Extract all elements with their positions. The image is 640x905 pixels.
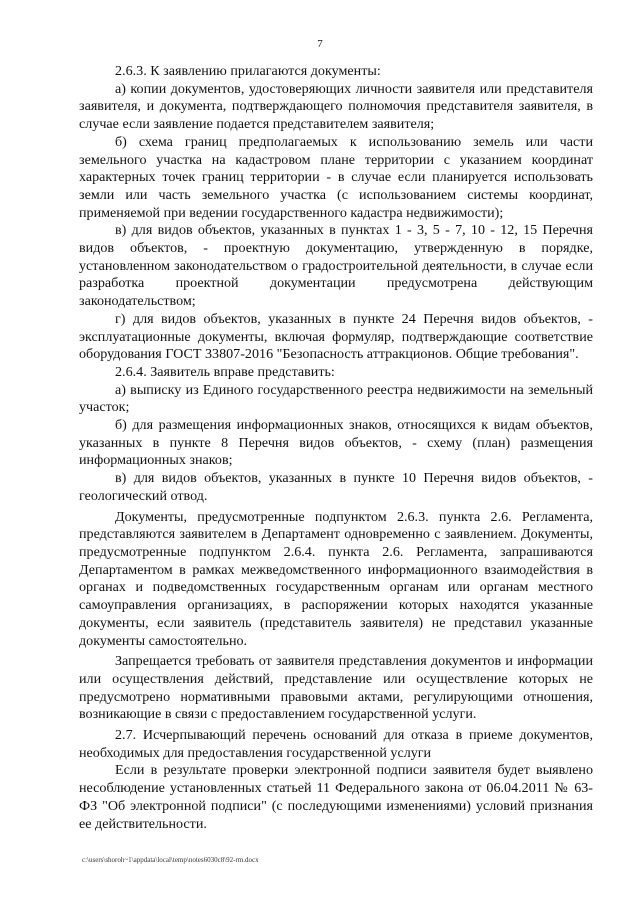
paragraph-item-b: б) схема границ предполагаемых к использованию земель или части земельного участка на кадастровом плане территории с указанием координат характерных точек границ территории - в случае если планируется использовать земли или часть земельного участка (с использованием системы координат, применяемой при ведении государственного кадастра недвижимости); <box>79 133 593 221</box>
paragraph-2-6-4-item-a: а) выписку из Единого государственного реестра недвижимости на земельный участок; <box>79 381 593 416</box>
paragraph-item-v: в) для видов объектов, указанных в пунктах 1 - 3, 5 - 7, 10 - 12, 15 Перечня видов объектов, - проектную документацию, утвержденную в порядке, установленном законодательством о градостроительной деятельности, в случае если разработка проектной документации предусмотрена действующим законодательством; <box>79 222 593 310</box>
paragraph-2-6-4-heading: 2.6.4. Заявитель вправе представить: <box>115 363 335 380</box>
paragraph-item-a: а) копии документов, удостоверяющих личности заявителя или представителя заявителя, и документа, подтверждающего полномочия представителя заявителя, в случае если заявление подается представителем заявителя; <box>79 80 593 133</box>
paragraph-2-6-3-heading: 2.6.3. К заявлению прилагаются документы: <box>115 63 381 79</box>
paragraph-item-g: г) для видов объектов, указанных в пункте 24 Перечня видов объектов, - эксплуатационные документы, включая формуляр, подтверждающие соответствие оборудования ГОСТ 33807-2016 "Безопасность аттракционов. Общие требования". <box>79 310 593 363</box>
paragraph-2-7-heading: 2.7. Исчерпывающий перечень оснований для отказа в приеме документов, необходимых для предоставления государственной услуги <box>79 727 593 761</box>
paragraph-documents-provision: Документы, предусмотренные подпунктом 2.6.3. пункта 2.6. Регламента, представляются заявителем в Департамент одновременно с заявлением. Документы, предусмотренные подпунктом 2.6.4. пункта 2.6. Регламента, запрашиваются Департаментом в рамках межведомственного информационного взаимодействия в органах и подведомственных государственным органам или органам местного самоуправления организациях, в распоряжении которых находятся указанные документы, если заявитель (представитель заявителя) не представил указанные документы самостоятельно. <box>79 508 593 649</box>
paragraph-2-6-4-item-b: б) для размещения информационных знаков, относящихся к видам объектов, указанных в пункте 8 Перечня видов объектов, - схему (план) размещения информационных знаков; <box>79 417 593 469</box>
footer-file-path: c:\users\shoroh~1\appdata\local\temp\notes6030c8\92-rm.docx <box>82 856 259 864</box>
paragraph-signature-check: Если в результате проверки электронной подписи заявителя будет выявлено несоблюдение установленных статьей 11 Федерального закона от 06.04.2011 № 63-ФЗ "Об электронной подписи" (с последующими изменениями) условий признания ее действительности. <box>79 762 593 832</box>
page-number: 7 <box>317 38 323 50</box>
paragraph-2-6-4-item-v: в) для видов объектов, указанных в пункте 10 Перечня видов объектов, - геологический отвод. <box>79 470 593 504</box>
paragraph-prohibition: Запрещается требовать от заявителя представления документов и информации или осуществления действий, представление или осуществление которых не предусмотрено нормативными правовыми актами, регулирующими отношения, возникающие в связи с предоставлением государственной услуги. <box>79 653 593 723</box>
document-body <box>79 63 593 833</box>
